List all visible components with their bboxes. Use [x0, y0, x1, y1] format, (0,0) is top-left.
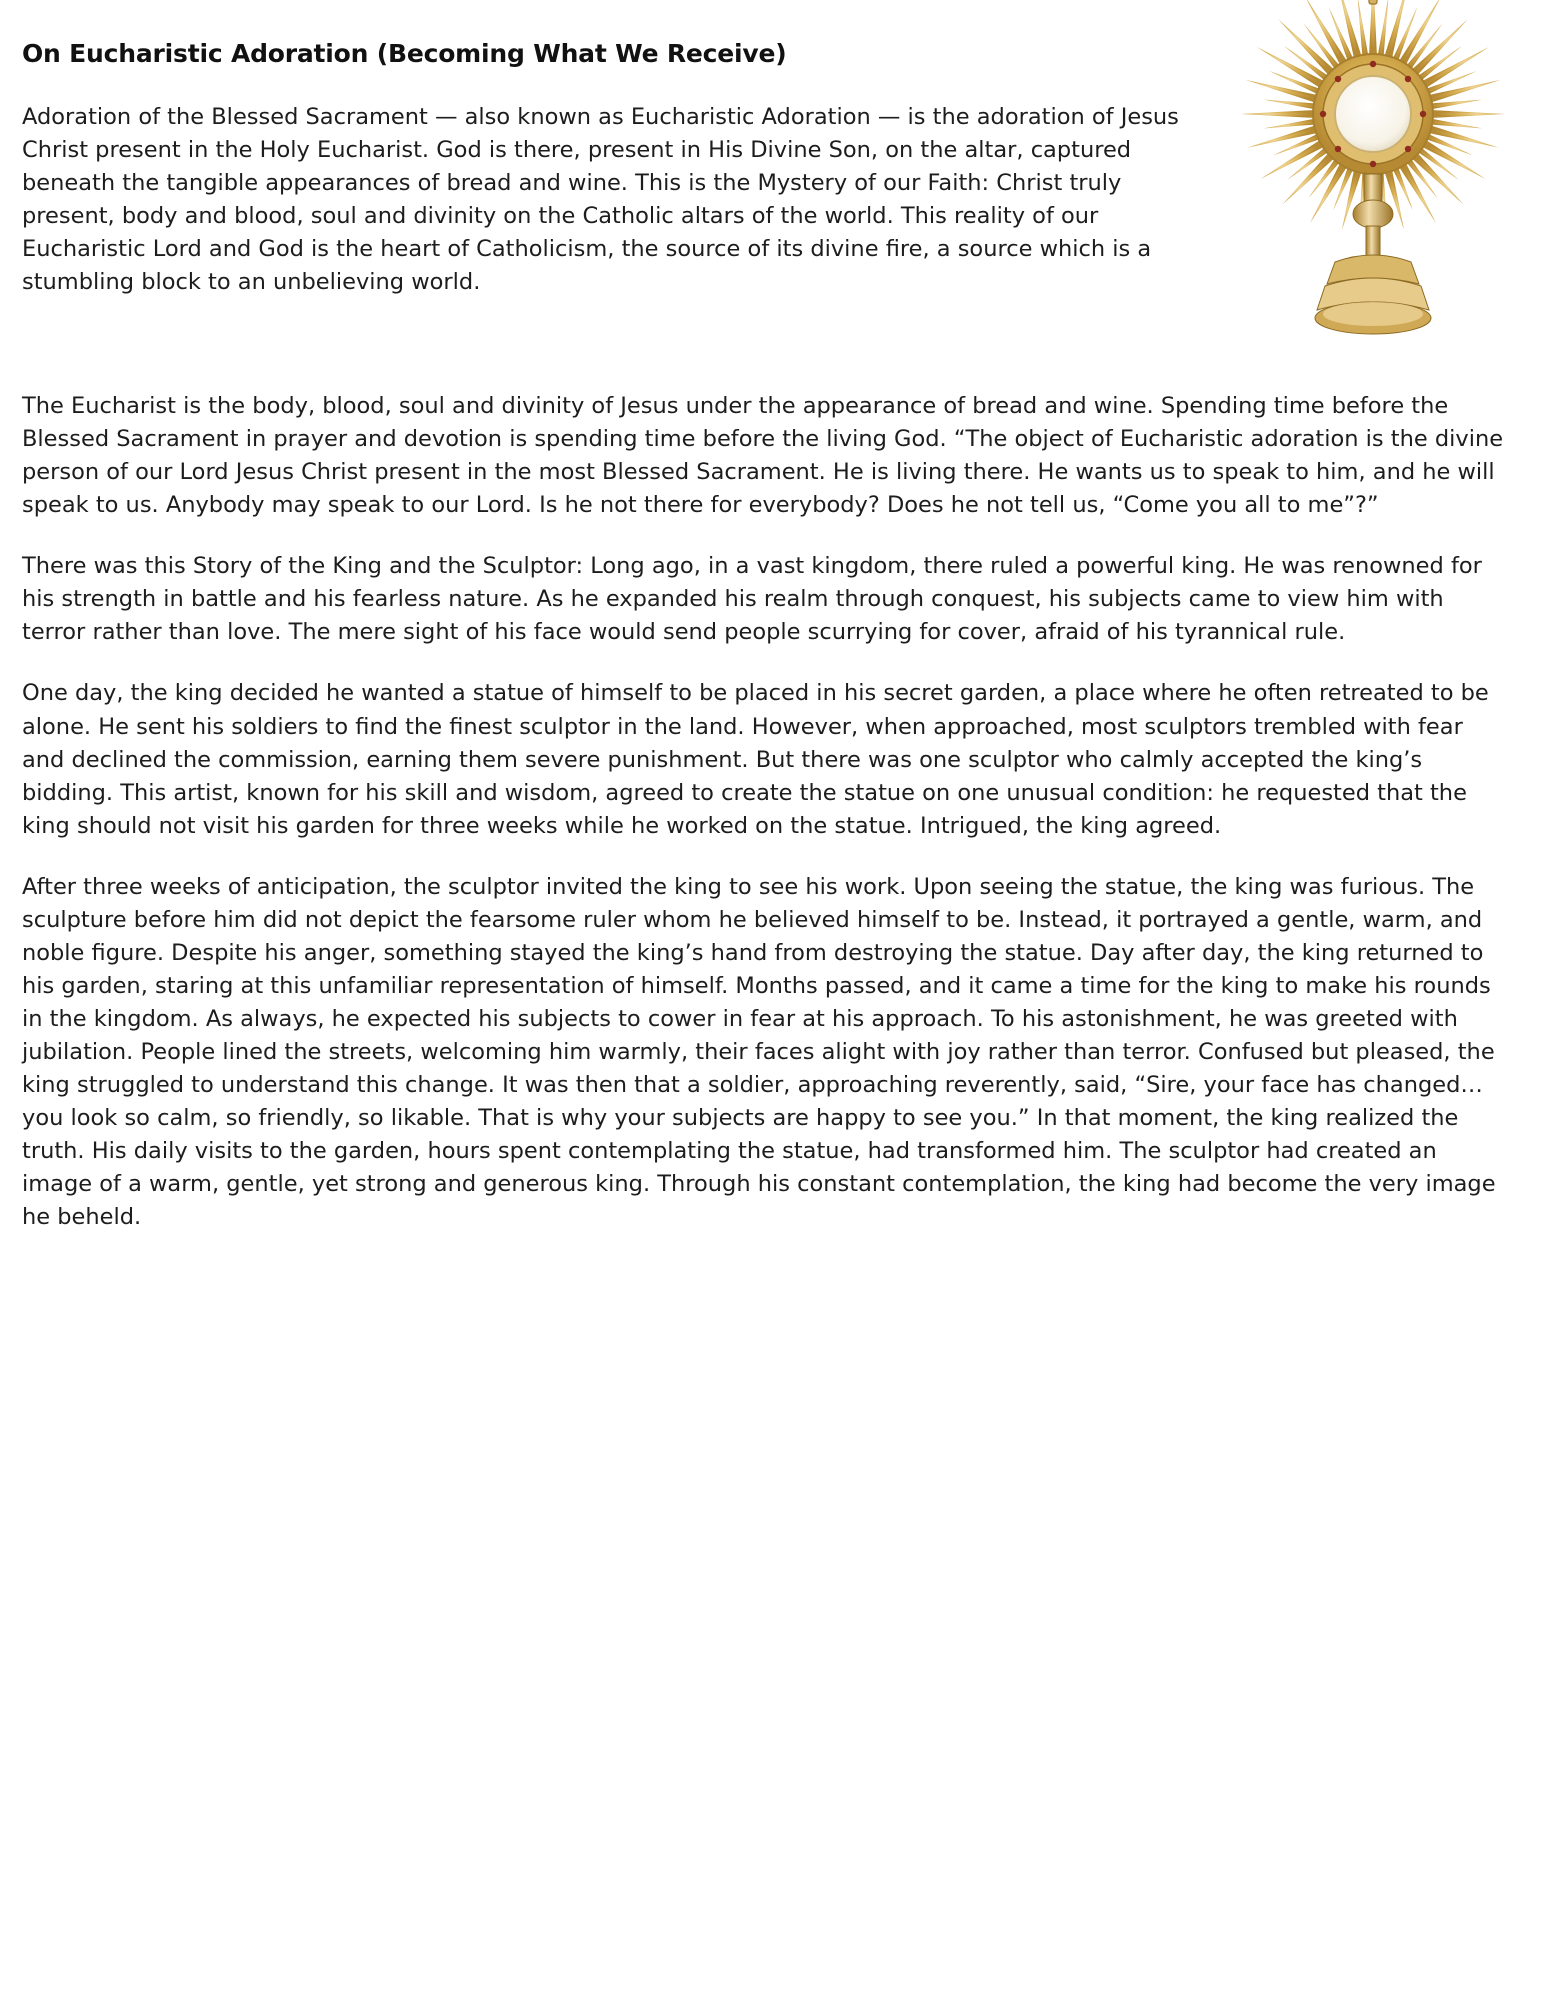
monstrance-icon [1223, 0, 1523, 356]
monstrance-image [1223, 0, 1523, 356]
paragraph-3: There was this Story of the King and the Sculptor: Long ago, in a vast kingdom, there ruled a powerful king. He was renowned for his strength in battle and his fearless nature. As he expanded his realm through conquest, his subjects came to view him with terror rather than love. The mere sight of his face would send people scurrying for cover, afraid of his tyrannical rule. [22, 553, 1482, 646]
page-title: On Eucharistic Adoration (Becoming What We Receive) [22, 39, 787, 68]
paragraph-5: After three weeks of anticipation, the sculptor invited the king to see his work. Upon seeing the statue, the king was furious. The sculpture before him did not depict the fearsome ruler whom he believed himself to be. Instead, it portrayed a gentle, warm, and noble figure. Despite his anger, something stayed the king’s hand from destroying the statue. Day after day, the king returned to his garden, staring at this unfamiliar representation of himself. Months passed, and it came a time for the king to make his rounds in the kingdom. As always, he expected his subjects to cower in fear at his approach. To his astonishment, he was greeted with jubilation. People lined the streets, welcoming him warmly, their faces alight with joy rather than terror. Confused but pleased, the king struggled to understand this change. It was then that a soldier, approaching reverently, said, “Sire, your face has changed… you look so calm, so friendly, so likable. That is why your subjects are happy to see you.” In that moment, the king realized the truth. His daily visits to the garden, hours spent contemplating the statue, had transformed him. The sculptor had created an image of a warm, gentle, yet strong and generous king. Through his constant contemplation, the king had become the very image he beheld. [22, 873, 1496, 1231]
paragraph-2: The Eucharist is the body, blood, soul and divinity of Jesus under the appearance of bread and wine. Spending time before the Blessed Sacrament in prayer and devotion is spending time before the living God. “The object of Eucharistic adoration is the divine person of our Lord Jesus Christ present in the most Blessed Sacrament. He is living there. He wants us to speak to him, and he will speak to us. Anybody may speak to our Lord. Is he not there for everybody? Does he not tell us, “Come you all to me”?” [22, 393, 1504, 519]
paragraph-4: One day, the king decided he wanted a statue of himself to be placed in his secret garden, a place where he often retreated to be alone. He sent his soldiers to find the finest sculptor in the land. However, when approached, most sculptors trembled with fear and declined the commission, earning them severe punishment. But there was one sculptor who calmly accepted the king’s bidding. This artist, known for his skill and wisdom, agreed to create the statue on one unusual condition: he requested that the king should not visit his garden for three weeks while he worked on the statue. Intrigued, the king agreed. [22, 680, 1489, 839]
paragraph-1: Adoration of the Blessed Sacrament — also known as Eucharistic Adoration — is the adoration of Jesus Christ present in the Holy Eucharist. God is there, present in His Divine Son, on the altar, captured beneath the tangible appearances of bread and wine. This is the Mystery of our Faith: Christ truly present, body and blood, soul and divinity on the Catholic altars of the world. This reality of our Eucharistic Lord and God is the heart of Catholicism, the source of its divine fire, a source which is a stumbling block to an unbelieving world. [22, 103, 1179, 295]
